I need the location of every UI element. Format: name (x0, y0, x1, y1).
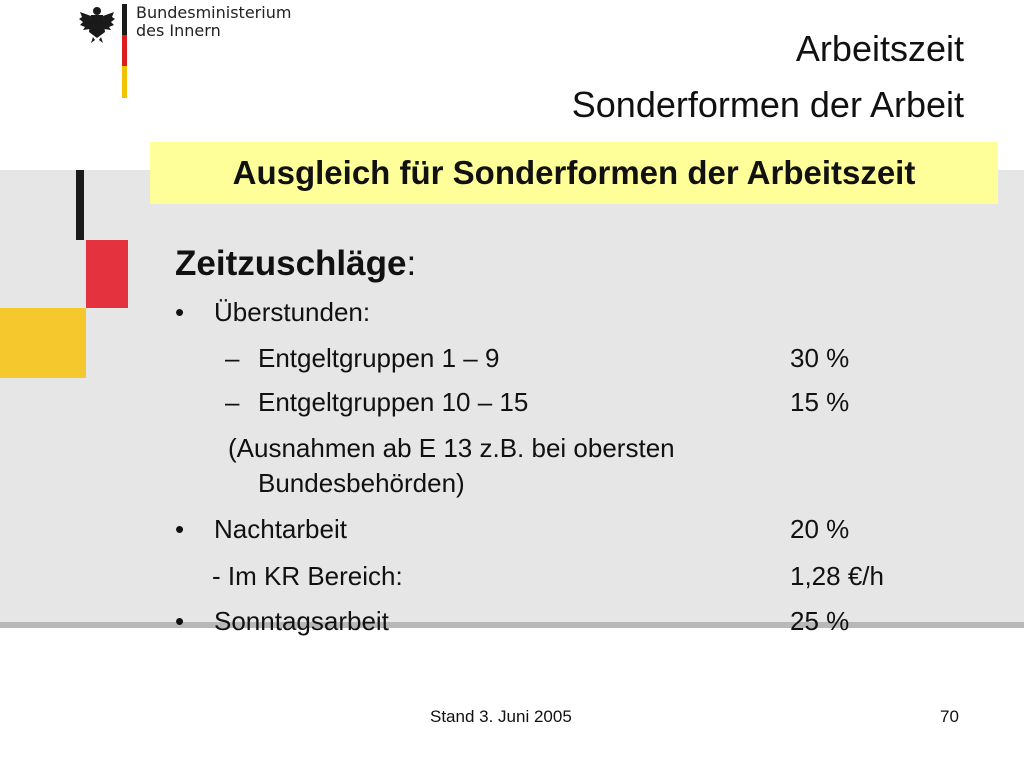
decor-gold-block (0, 308, 86, 378)
content-heading (175, 244, 416, 284)
kr-area-label: - Im KR Bereich: (212, 561, 403, 591)
flag-stripe (122, 4, 127, 98)
bullet-icon: • (175, 297, 185, 327)
overtime-item-2-label: Entgeltgruppen 10 – 15 (258, 387, 529, 417)
slide-title-line-1: Arbeitszeit (795, 28, 964, 69)
overtime-note-line-2: Bundesbehörden) (258, 468, 465, 498)
slide-title-line-2: Sonderformen der Arbeit (571, 84, 964, 125)
section-banner: Ausgleich für Sonderformen der Arbeitszeit (150, 142, 998, 204)
footer-date: Stand 3. Juni 2005 (430, 707, 572, 726)
heading-colon: : (406, 244, 417, 283)
ministry-line-1: Bundesministerium (136, 3, 292, 22)
page-number: 70 (940, 707, 959, 726)
bullet-icon: • (175, 514, 185, 544)
ministry-line-2: des Innern (136, 21, 221, 40)
overtime-label: Überstunden: (214, 297, 371, 327)
decor-red-block (86, 240, 128, 308)
decor-black-bar (76, 170, 84, 240)
federal-eagle-icon (78, 4, 116, 44)
dash-icon: – (225, 387, 240, 417)
overtime-item-2-value: 15 % (790, 387, 850, 417)
dash-icon: – (225, 343, 240, 373)
heading-text: Zeitzuschläge (175, 244, 407, 283)
overtime-item-1-value: 30 % (790, 343, 850, 373)
overtime-note-line-1: (Ausnahmen ab E 13 z.B. bei obersten (228, 433, 675, 463)
overtime-item-1-label: Entgeltgruppen 1 – 9 (258, 343, 500, 373)
kr-area-value: 1,28 €/h (790, 561, 884, 591)
night-work-label: Nachtarbeit (214, 514, 347, 544)
bullet-icon: • (175, 606, 185, 636)
sunday-work-value: 25 % (790, 606, 850, 636)
sunday-work-label: Sonntagsarbeit (214, 606, 389, 636)
night-work-value: 20 % (790, 514, 850, 544)
ministry-name (136, 4, 291, 40)
